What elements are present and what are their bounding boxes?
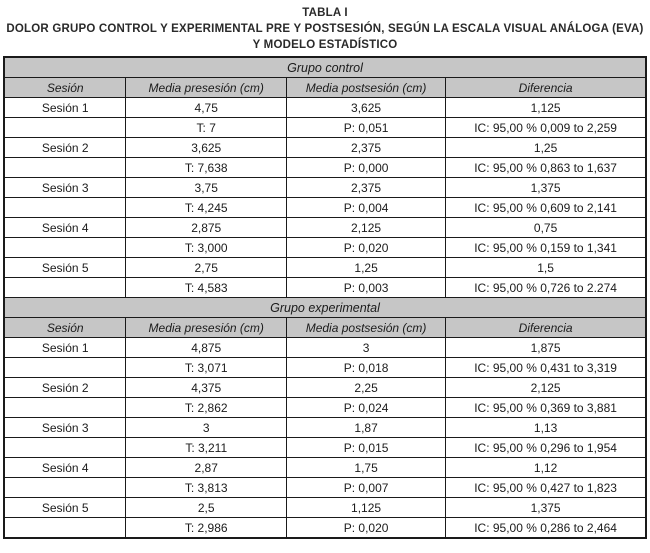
pre-cell: 4,875 <box>126 338 287 358</box>
post-cell: 1,75 <box>286 458 445 478</box>
table-row <box>4 218 646 238</box>
p-cell: P: 0,051 <box>286 118 445 138</box>
empty-cell <box>4 478 126 498</box>
pre-cell: 4,375 <box>126 378 287 398</box>
post-cell: 2,125 <box>286 218 445 238</box>
group-control <box>4 57 646 298</box>
p-cell: P: 0,003 <box>286 278 445 298</box>
group-header-row <box>4 298 646 318</box>
ic-cell: IC: 95,00 % 0,369 to 3,881 <box>446 398 646 418</box>
p-cell: P: 0,018 <box>286 358 445 378</box>
col-header-diferencia: Diferencia <box>446 78 646 98</box>
session-cell: Sesión 5 <box>4 498 126 518</box>
diff-cell: 1,875 <box>446 338 646 358</box>
empty-cell <box>4 358 126 378</box>
p-cell: P: 0,000 <box>286 158 445 178</box>
t-cell: T: 4,583 <box>126 278 287 298</box>
diff-cell: 1,125 <box>446 98 646 118</box>
table-row <box>4 498 646 518</box>
diff-cell: 2,125 <box>446 378 646 398</box>
stats-row <box>4 238 646 258</box>
pre-cell: 4,75 <box>126 98 287 118</box>
post-cell: 1,125 <box>286 498 445 518</box>
t-cell: T: 2,862 <box>126 398 287 418</box>
group-header-row <box>4 57 646 78</box>
stats-row <box>4 198 646 218</box>
t-cell: T: 7 <box>126 118 287 138</box>
col-header-pre: Media presesión (cm) <box>126 318 287 338</box>
statistics-table <box>3 56 647 539</box>
p-cell: P: 0,020 <box>286 238 445 258</box>
table-title-line-2: Y MODELO ESTADÍSTICO <box>252 39 398 51</box>
col-header-pre: Media presesión (cm) <box>126 78 287 98</box>
pre-cell: 2,87 <box>126 458 287 478</box>
t-cell: T: 3,813 <box>126 478 287 498</box>
empty-cell <box>4 518 126 539</box>
ic-cell: IC: 95,00 % 0,427 to 1,823 <box>446 478 646 498</box>
diff-cell: 1,25 <box>446 138 646 158</box>
ic-cell: IC: 95,00 % 0,431 to 3,319 <box>446 358 646 378</box>
table-row <box>4 178 646 198</box>
p-cell: P: 0,015 <box>286 438 445 458</box>
stats-row <box>4 118 646 138</box>
post-cell: 3,625 <box>286 98 445 118</box>
post-cell: 2,25 <box>286 378 445 398</box>
p-cell: P: 0,020 <box>286 518 445 539</box>
table-row <box>4 338 646 358</box>
p-cell: P: 0,004 <box>286 198 445 218</box>
table-row <box>4 138 646 158</box>
group-title: Grupo control <box>4 57 646 78</box>
post-cell: 2,375 <box>286 138 445 158</box>
empty-cell <box>4 398 126 418</box>
session-cell: Sesión 1 <box>4 98 126 118</box>
empty-cell <box>4 118 126 138</box>
diff-cell: 1,5 <box>446 258 646 278</box>
post-cell: 1,25 <box>286 258 445 278</box>
empty-cell <box>4 198 126 218</box>
t-cell: T: 3,071 <box>126 358 287 378</box>
table-row <box>4 258 646 278</box>
ic-cell: IC: 95,00 % 0,863 to 1,637 <box>446 158 646 178</box>
table-caption <box>0 5 650 53</box>
stats-row <box>4 158 646 178</box>
table-row <box>4 418 646 438</box>
empty-cell <box>4 158 126 178</box>
post-cell: 1,87 <box>286 418 445 438</box>
empty-cell <box>4 278 126 298</box>
p-cell: P: 0,024 <box>286 398 445 418</box>
t-cell: T: 7,638 <box>126 158 287 178</box>
ic-cell: IC: 95,00 % 0,286 to 2,464 <box>446 518 646 539</box>
session-cell: Sesión 4 <box>4 218 126 238</box>
col-header-sesion: Sesión <box>4 318 126 338</box>
t-cell: T: 2,986 <box>126 518 287 539</box>
stats-row <box>4 358 646 378</box>
table-number: TABLA I <box>302 7 348 19</box>
empty-cell <box>4 438 126 458</box>
stats-row <box>4 478 646 498</box>
table-title-line-1: DOLOR GRUPO CONTROL Y EXPERIMENTAL PRE Y POSTSESIÓN, SEGÚN LA ESCALA VISUAL ANÁLOGA (EVA) <box>6 23 644 35</box>
t-cell: T: 3,000 <box>126 238 287 258</box>
session-cell: Sesión 2 <box>4 138 126 158</box>
col-header-sesion: Sesión <box>4 78 126 98</box>
stats-row <box>4 518 646 539</box>
session-cell: Sesión 1 <box>4 338 126 358</box>
group-experimental <box>4 298 646 539</box>
session-cell: Sesión 5 <box>4 258 126 278</box>
column-header-row <box>4 78 646 98</box>
p-cell: P: 0,007 <box>286 478 445 498</box>
pre-cell: 3 <box>126 418 287 438</box>
diff-cell: 1,13 <box>446 418 646 438</box>
table-row <box>4 378 646 398</box>
col-header-post: Media postsesión (cm) <box>286 78 445 98</box>
session-cell: Sesión 3 <box>4 418 126 438</box>
ic-cell: IC: 95,00 % 0,609 to 2,141 <box>446 198 646 218</box>
session-cell: Sesión 4 <box>4 458 126 478</box>
pre-cell: 2,75 <box>126 258 287 278</box>
session-cell: Sesión 2 <box>4 378 126 398</box>
column-header-row <box>4 318 646 338</box>
ic-cell: IC: 95,00 % 0,009 to 2,259 <box>446 118 646 138</box>
table-row <box>4 458 646 478</box>
pre-cell: 3,75 <box>126 178 287 198</box>
session-cell: Sesión 3 <box>4 178 126 198</box>
t-cell: T: 3,211 <box>126 438 287 458</box>
col-header-post: Media postsesión (cm) <box>286 318 445 338</box>
table-row <box>4 98 646 118</box>
stats-row <box>4 278 646 298</box>
post-cell: 2,375 <box>286 178 445 198</box>
ic-cell: IC: 95,00 % 0,159 to 1,341 <box>446 238 646 258</box>
col-header-diferencia: Diferencia <box>446 318 646 338</box>
pre-cell: 2,5 <box>126 498 287 518</box>
ic-cell: IC: 95,00 % 0,296 to 1,954 <box>446 438 646 458</box>
empty-cell <box>4 238 126 258</box>
diff-cell: 0,75 <box>446 218 646 238</box>
stats-row <box>4 438 646 458</box>
diff-cell: 1,375 <box>446 498 646 518</box>
stats-row <box>4 398 646 418</box>
post-cell: 3 <box>286 338 445 358</box>
t-cell: T: 4,245 <box>126 198 287 218</box>
group-title: Grupo experimental <box>4 298 646 318</box>
pre-cell: 2,875 <box>126 218 287 238</box>
ic-cell: IC: 95,00 % 0,726 to 2.274 <box>446 278 646 298</box>
pre-cell: 3,625 <box>126 138 287 158</box>
diff-cell: 1,375 <box>446 178 646 198</box>
diff-cell: 1,12 <box>446 458 646 478</box>
